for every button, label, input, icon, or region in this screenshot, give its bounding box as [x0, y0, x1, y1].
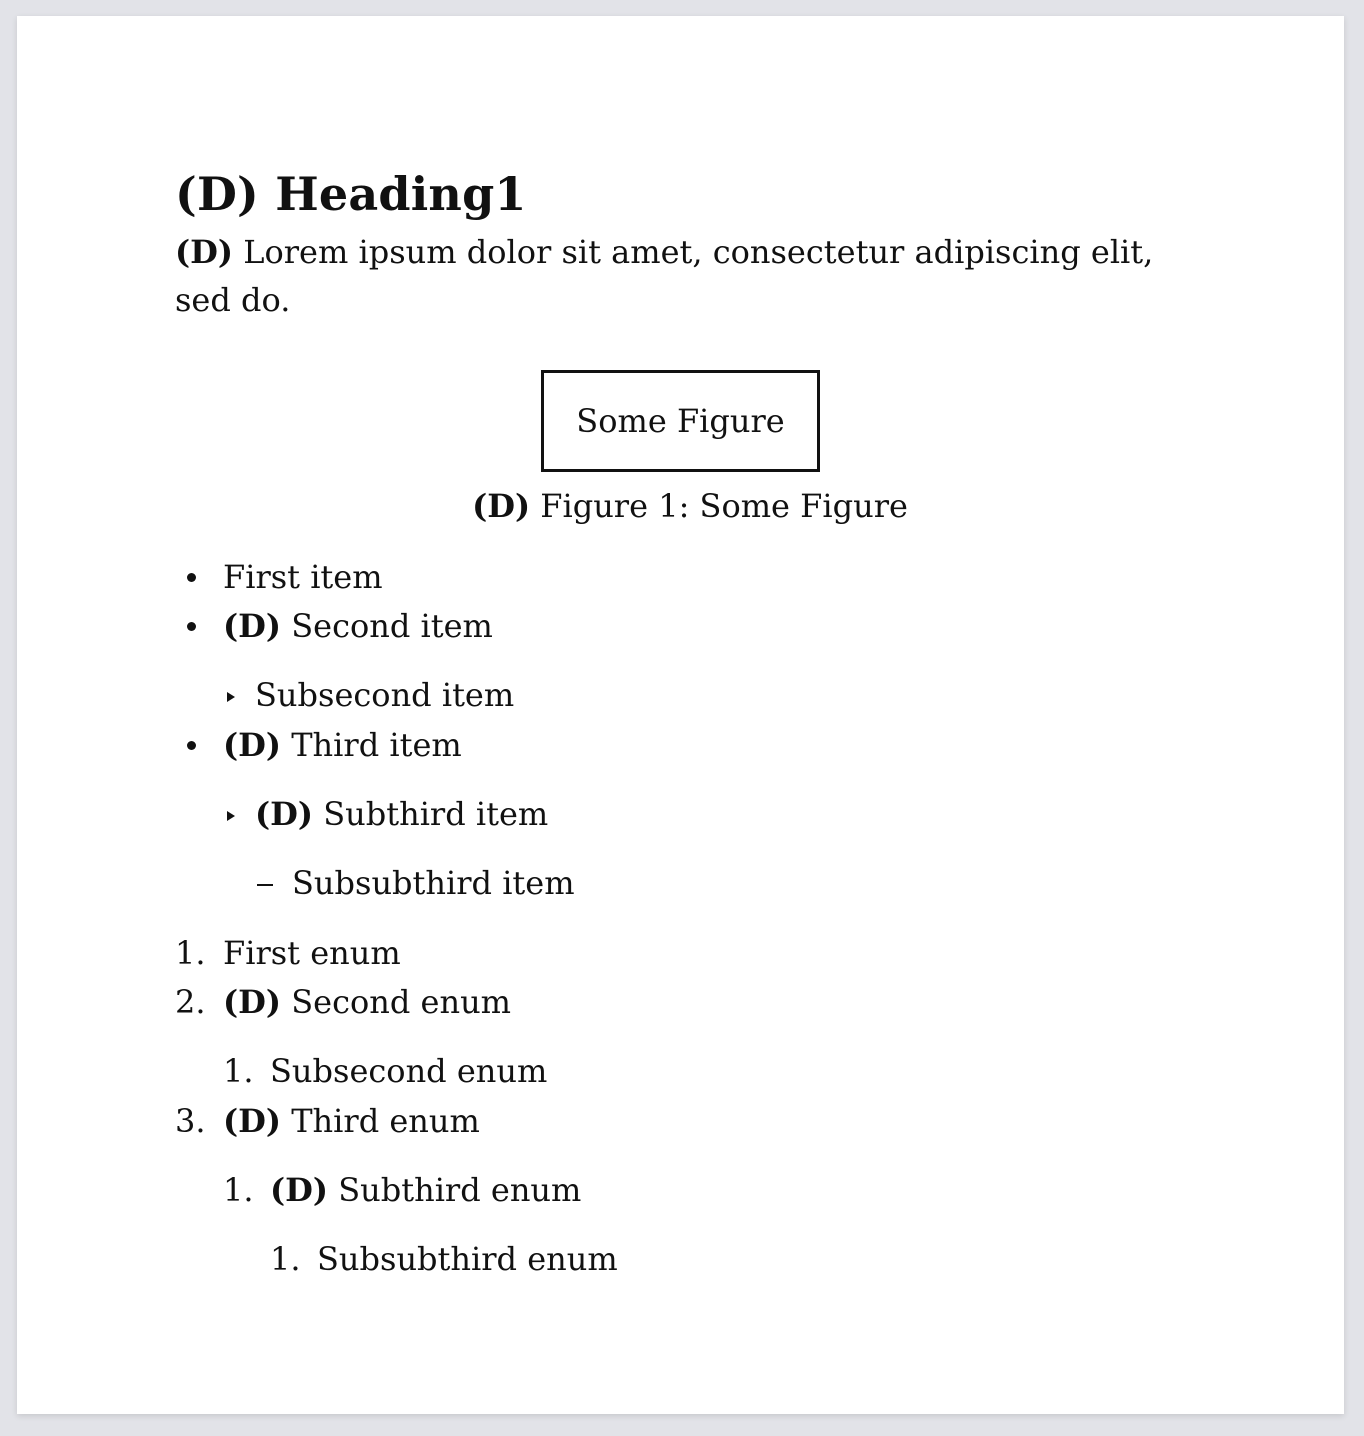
caption-tag: (D) [472, 487, 531, 525]
bullet-icon [187, 573, 196, 582]
figure-box-text: Some Figure [576, 402, 785, 440]
list-item [270, 1047, 547, 1095]
list-item [223, 978, 511, 1026]
enum-tag: (D) [223, 1102, 282, 1140]
enum-tag: (D) [223, 983, 282, 1021]
enum-number: 3. [175, 1102, 206, 1140]
enum-tag: (D) [270, 1171, 329, 1209]
enum-first-text: First enum [223, 934, 401, 972]
enum-number: 1. [223, 1171, 254, 1209]
enum-subsecond-text: Subsecond enum [270, 1052, 548, 1090]
enum-subsubthird-text: Subsubthird enum [317, 1240, 618, 1278]
heading-text: Heading1 [275, 167, 527, 221]
list-item [270, 1166, 581, 1214]
caption-text: Figure 1: Some Figure [540, 487, 908, 525]
list-item [223, 721, 462, 769]
enum-subthird-text: Subthird enum [338, 1171, 582, 1209]
bullet-icon [187, 622, 196, 631]
item-subthird-text: Subthird item [323, 795, 549, 833]
enum-number: 1. [175, 934, 206, 972]
item-first-text: First item [223, 558, 383, 596]
document-page [17, 16, 1344, 1414]
item-subsecond-text: Subsecond item [255, 676, 515, 714]
item-tag: (D) [255, 795, 314, 833]
enum-number: 2. [175, 983, 206, 1021]
heading-tag: (D) [175, 167, 260, 221]
list-item [317, 1235, 618, 1283]
list-item [223, 553, 383, 601]
triangle-bullet-icon [227, 811, 235, 821]
list-item [223, 1097, 480, 1145]
heading-1 [175, 166, 1175, 222]
dash-bullet-icon [257, 884, 273, 886]
item-subsubthird-text: Subsubthird item [292, 864, 575, 902]
bullet-icon [187, 741, 196, 750]
list-item [292, 859, 575, 907]
item-second-text: Second item [291, 607, 493, 645]
item-tag: (D) [223, 607, 282, 645]
list-item [223, 602, 493, 650]
figure-box [541, 370, 820, 472]
enum-second-text: Second enum [291, 983, 512, 1021]
item-tag: (D) [223, 726, 282, 764]
document-content [175, 166, 1175, 1278]
list-item [223, 929, 401, 977]
triangle-bullet-icon [227, 692, 235, 702]
enum-number: 1. [223, 1052, 254, 1090]
list-item [255, 671, 514, 719]
enum-third-text: Third enum [291, 1102, 480, 1140]
figure-caption [175, 482, 1205, 530]
list-item [255, 790, 548, 838]
paragraph-tag: (D) [175, 233, 234, 271]
body-paragraph [175, 228, 1165, 324]
item-third-text: Third item [291, 726, 462, 764]
paragraph-text: Lorem ipsum dolor sit amet, consectetur adipiscing elit, sed do. [175, 233, 1154, 319]
enum-number: 1. [270, 1240, 301, 1278]
